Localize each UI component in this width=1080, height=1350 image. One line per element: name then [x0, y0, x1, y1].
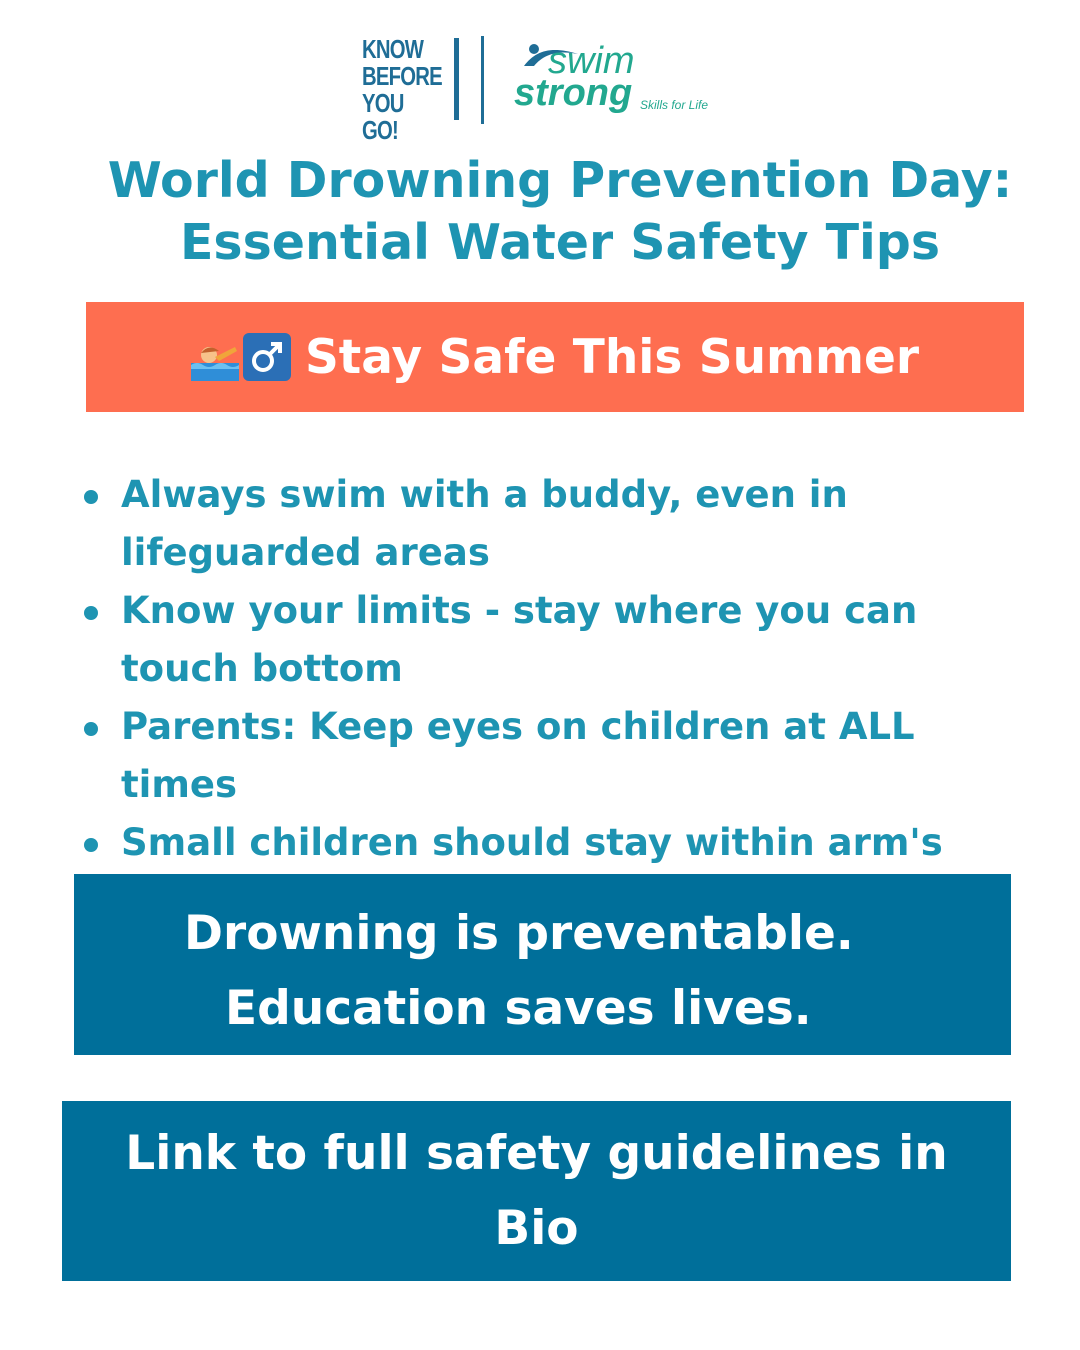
male-sign-icon: [243, 333, 291, 381]
swim-wordmark: swim: [548, 40, 635, 82]
message-line-1: Drowning is preventable.: [184, 906, 854, 961]
page-title: [40, 150, 1080, 274]
know-before-you-go-logo: [362, 34, 442, 145]
kbyg-line-2: BEFORE: [362, 61, 442, 91]
safety-tips-list: [80, 466, 1040, 930]
logo-row: [0, 30, 1080, 145]
logo-divider: [481, 36, 484, 124]
kbyg-bar: [454, 38, 459, 120]
title-line-1: World Drowning Prevention Day:: [107, 152, 1013, 209]
banner-text: Stay Safe This Summer: [304, 329, 920, 385]
kbyg-line-1: KNOW: [362, 34, 424, 64]
title-line-2: Essential Water Safety Tips: [179, 214, 941, 271]
strong-wordmark: strong: [514, 72, 633, 114]
kbyg-line-3: YOU GO!: [362, 88, 404, 145]
swim-strong-logo: [512, 38, 732, 120]
logo-tagline: Skills for Life: [640, 98, 709, 112]
message-line-2: Education saves lives.: [225, 981, 812, 1036]
tip-item: Know your limits - stay where you can touch bottom: [80, 582, 1040, 698]
bio-link-text: Link to full safety guidelines in Bio: [125, 1126, 948, 1256]
tip-item: Parents: Keep eyes on children at ALL times: [80, 698, 1040, 814]
tip-item: Small children should stay within arm's: [80, 814, 1040, 930]
summer-banner: [86, 302, 1024, 412]
swimmer-emoji-icon: [191, 333, 239, 381]
tip-item: Always swim with a buddy, even in lifeguarded areas: [80, 466, 1040, 582]
prevention-message-box: [74, 874, 1011, 1055]
bio-link-box: [62, 1101, 1011, 1281]
